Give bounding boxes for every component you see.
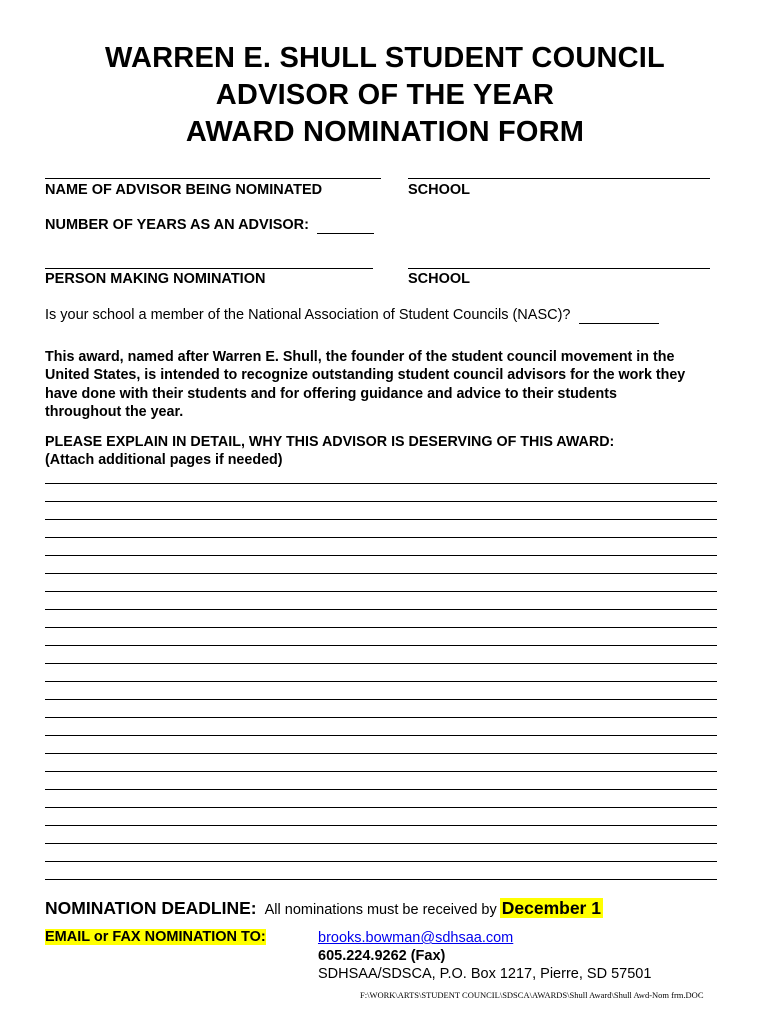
writing-line[interactable] — [45, 699, 717, 700]
description-line-4: throughout the year. — [45, 404, 184, 421]
person-label: PERSON MAKING NOMINATION — [45, 271, 266, 287]
writing-line[interactable] — [45, 627, 717, 628]
writing-line[interactable] — [45, 501, 717, 502]
description-line-3: have done with their students and for offering guidance and advice to their students — [45, 385, 617, 402]
nasc-question: Is your school a member of the National Association of Student Councils (NASC)? — [45, 307, 571, 323]
writing-line[interactable] — [45, 717, 717, 718]
writing-line[interactable] — [45, 807, 717, 808]
writing-line[interactable] — [45, 771, 717, 772]
years-field[interactable] — [317, 217, 374, 234]
school-field-1[interactable] — [408, 178, 710, 179]
explain-heading: PLEASE EXPLAIN IN DETAIL, WHY THIS ADVISOR IS DESERVING OF THIS AWARD: — [45, 434, 615, 450]
writing-line[interactable] — [45, 663, 717, 664]
contact-info — [318, 929, 651, 983]
writing-line[interactable] — [45, 537, 717, 538]
writing-line[interactable] — [45, 573, 717, 574]
form-title — [0, 40, 770, 151]
writing-line[interactable] — [45, 789, 717, 790]
description-line-1: This award, named after Warren E. Shull, the founder of the student council movement in the — [45, 349, 675, 365]
writing-line[interactable] — [45, 681, 717, 682]
award-description — [45, 348, 735, 422]
explain-note: (Attach additional pages if needed) — [45, 452, 283, 468]
writing-line[interactable] — [45, 591, 717, 592]
advisor-name-field[interactable] — [45, 178, 381, 179]
writing-line[interactable] — [45, 861, 717, 862]
email-link[interactable]: brooks.bowman@sdhsaa.com — [318, 930, 514, 946]
explain-section — [45, 433, 614, 469]
writing-line[interactable] — [45, 825, 717, 826]
writing-line[interactable] — [45, 753, 717, 754]
writing-line[interactable] — [45, 645, 717, 646]
writing-line[interactable] — [45, 879, 717, 880]
mailing-address: SDHSAA/SDSCA, P.O. Box 1217, Pierre, SD 57501 — [318, 966, 652, 982]
nasc-answer-field[interactable] — [579, 307, 659, 324]
deadline-date: December 1 — [501, 898, 601, 918]
title-line-2: ADVISOR OF THE YEAR — [215, 79, 555, 111]
file-path-footer: F:\WORK\ARTS\STUDENT COUNCIL\SDSCA\AWARDS\Shull Award\Shull Awd-Nom frm.DOC — [360, 990, 704, 1000]
fax-number: 605.224.9262 (Fax) — [318, 948, 446, 964]
writing-line[interactable] — [45, 735, 717, 736]
description-line-2: United States, is intended to recognize outstanding student council advisors for the work they — [45, 367, 686, 384]
years-label: NUMBER OF YEARS AS AN ADVISOR: — [45, 217, 309, 233]
nasc-row — [45, 307, 659, 324]
deadline-label: NOMINATION DEADLINE: — [45, 898, 257, 918]
school-label-1: SCHOOL — [408, 182, 471, 198]
deadline-text: All nominations must be received by — [264, 902, 497, 918]
years-row — [45, 217, 374, 234]
advisor-name-label: NAME OF ADVISOR BEING NOMINATED — [45, 182, 323, 198]
writing-line[interactable] — [45, 483, 717, 484]
writing-line[interactable] — [45, 609, 717, 610]
title-line-3: AWARD NOMINATION FORM — [185, 116, 585, 148]
writing-line[interactable] — [45, 519, 717, 520]
contact-label: EMAIL or FAX NOMINATION TO: — [45, 929, 266, 945]
nomination-deadline — [45, 898, 603, 919]
title-line-1: WARREN E. SHULL STUDENT COUNCIL — [105, 42, 665, 74]
writing-line[interactable] — [45, 555, 717, 556]
school-field-2[interactable] — [408, 268, 710, 269]
person-field[interactable] — [45, 268, 373, 269]
school-label-2: SCHOOL — [408, 271, 471, 287]
writing-line[interactable] — [45, 843, 717, 844]
